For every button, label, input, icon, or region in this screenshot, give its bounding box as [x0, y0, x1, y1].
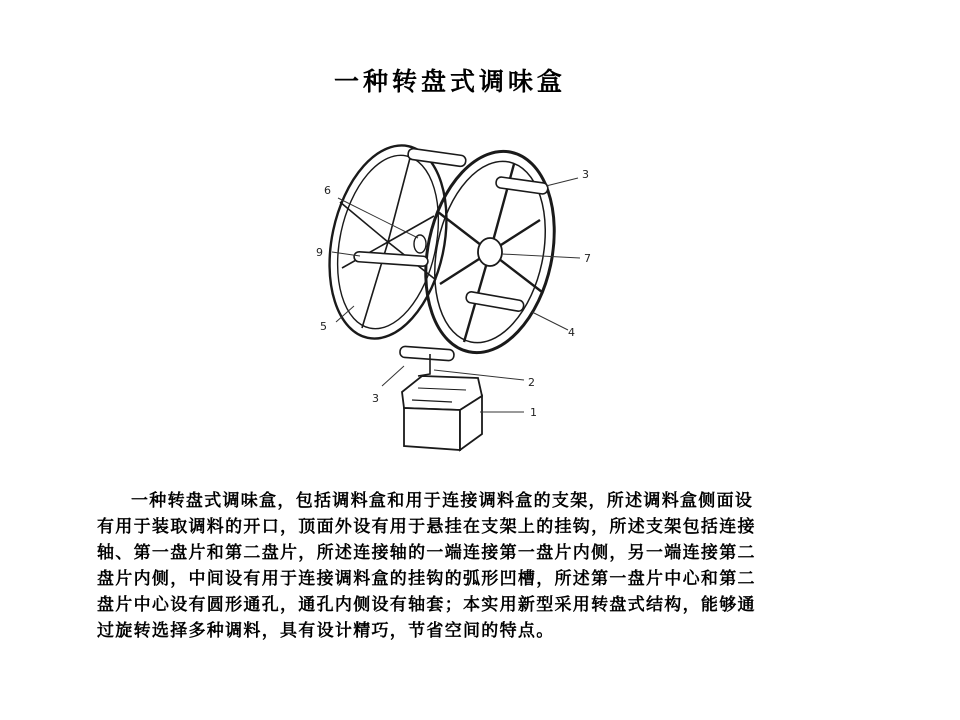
- label-2: 2: [528, 376, 535, 389]
- patent-drawing: [300, 140, 630, 460]
- abstract-line: 盘片内侧，中间设有用于连接调料盒的挂钩的弧形凹槽，所述第一盘片中心和第二: [97, 569, 756, 589]
- rotary-spice-box-drawing: [300, 140, 630, 460]
- label-4: 4: [568, 326, 575, 339]
- abstract-paragraph: [97, 488, 871, 644]
- abstract-line: 有用于装取调料的开口，顶面外设有用于悬挂在支架上的挂钩，所述支架包括连接: [97, 517, 756, 537]
- label-3-bottom: 3: [372, 392, 379, 405]
- label-1: 1: [530, 406, 537, 419]
- spice-box: [402, 376, 482, 450]
- center-hole: [478, 238, 502, 266]
- label-6: 6: [324, 184, 331, 197]
- abstract-line: 盘片中心设有圆形通孔，通孔内侧设有轴套；本实用新型采用转盘式结构，能够通: [97, 595, 756, 615]
- abstract-line: 轴、第一盘片和第二盘片，所述连接轴的一端连接第一盘片内侧，另一端连接第二: [97, 543, 756, 563]
- label-3-top: 3: [582, 168, 589, 181]
- abstract-line: 过旋转选择多种调料，具有设计精巧，节省空间的特点。: [97, 621, 555, 641]
- abstract-line: 一种转盘式调味盒，包括调料盒和用于连接调料盒的支架，所述调料盒侧面设: [131, 491, 754, 511]
- label-7: 7: [584, 252, 591, 265]
- label-9: 9: [316, 246, 323, 259]
- page-title: 一种转盘式调味盒: [333, 67, 566, 96]
- label-5: 5: [320, 320, 327, 333]
